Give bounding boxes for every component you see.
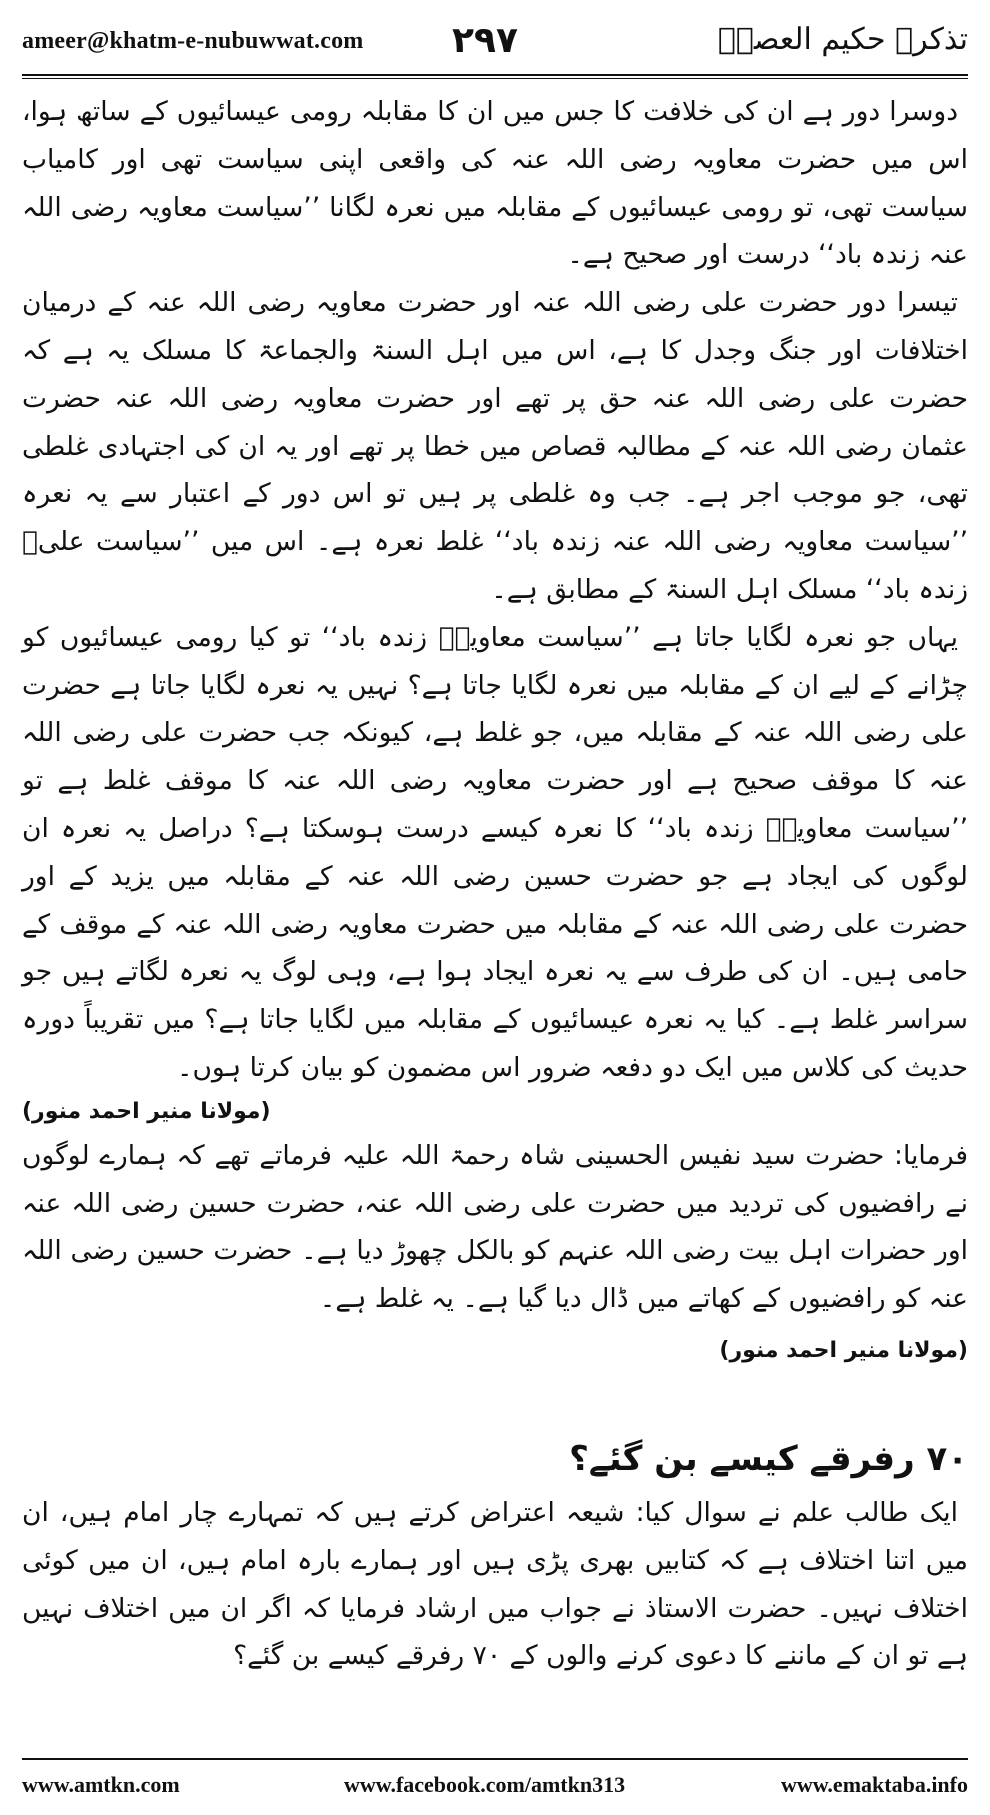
footer-link-emaktaba[interactable]: www.emaktaba.info bbox=[780, 1772, 968, 1797]
book-title: تذکرہ حکیم العصرؒ bbox=[717, 22, 968, 57]
paragraph-2: تیسرا دور حضرت علی رضی اللہ عنہ اور حضرت معاویہ رضی اللہ عنہ کے درمیان اختلافات اور جنگ وجدل کا ہے، اس میں اہل السنۃ والجماعۃ کا مسلک یہ ہے کہ حضرت علی رضی اللہ عنہ حق پر تھے اور حضرت معاویہ رضی اللہ عنہ حضرت عثمان رضی اللہ عنہ کے مطالبہ قصاص میں خطا پر تھے اور یہ ان کی اجتہادی غلطی تھی، جو موجب اجر ہے۔ جب وہ غلطی پر ہیں تو اس دور کے اعتبار سے یہ نعرہ ’’سیاست معاویہ رضی اللہ عنہ زندہ باد‘‘ غلط نعرہ ہے۔ اس میں ’’سیاست علیؓ زندہ باد‘‘ مسلک اہل السنۃ کے مطابق ہے۔ bbox=[22, 287, 968, 605]
footer-rule bbox=[22, 1758, 968, 1760]
header-email: ameer@khatm-e-nubuwwat.com bbox=[22, 28, 364, 54]
citation-1: (مولانا منیر احمد منور) bbox=[22, 1098, 271, 1124]
header-rule-thin bbox=[22, 78, 968, 79]
citation-2: (مولانا منیر احمد منور) bbox=[719, 1337, 968, 1363]
paragraph-5: ایک طالب علم نے سوال کیا: شیعہ اعتراض کرتے ہیں کہ تمہارے چار امام ہیں، ان میں اتنا اختلاف ہے کہ کتابیں بھری پڑی ہیں اور ہمارے بارہ امام ہیں، ان میں کوئی اختلاف نہیں۔ حضرت الاستاذ نے جواب میں ارشاد فرمایا کہ اگر ان میں اختلاف نہیں ہے تو ان کے ماننے کا دعوی کرنے والوں کے ۷۰ رفرقے کیسے بن گئے؟ bbox=[22, 1496, 968, 1672]
page-number: ۲۹۷ bbox=[452, 20, 518, 61]
page-body bbox=[22, 88, 968, 1745]
footer-link-facebook[interactable]: www.facebook.com/amtkn313 bbox=[344, 1772, 626, 1797]
header-rule bbox=[22, 74, 968, 76]
footer-link-amtkn[interactable]: www.amtkn.com bbox=[22, 1772, 180, 1797]
paragraph-3: یہاں جو نعرہ لگایا جاتا ہے ’’سیاست معاویہؓ زندہ باد‘‘ تو کیا رومی عیسائیوں کو چڑانے کے لیے ان کے مقابلہ میں نعرہ لگایا جاتا ہے؟ نہیں یہ نعرہ لگایا جاتا ہے حضرت علی رضی اللہ عنہ کے مقابلہ میں، جو غلط ہے، کیونکہ جب حضرت علی رضی اللہ عنہ کا موقف صحیح ہے اور حضرت معاویہ رضی اللہ عنہ کا موقف غلط ہے تو ’’سیاست معاویہؓ زندہ باد‘‘ کا نعرہ کیسے درست ہوسکتا ہے؟ دراصل یہ نعرہ ان لوگوں کی ایجاد ہے جو حضرت حسین رضی اللہ عنہ کے مقابلہ میں یزید کے اور حضرت علی رضی اللہ عنہ کے مقابلہ میں حضرت معاویہ رضی اللہ عنہ کے موقف کے حامی ہیں۔ ان کی طرف سے یہ نعرہ ایجاد ہوا ہے، وہی لوگ یہ نعرہ لگاتے ہیں جو سراسر غلط ہے۔ کیا یہ نعرہ عیسائیوں کے مقابلہ میں لگایا جاتا ہے؟ میں تقریباً دورہ حدیث کی کلاس میں ایک دو دفعہ ضرور اس مضمون کو بیان کرتا ہوں۔ bbox=[22, 621, 968, 1083]
page-footer bbox=[22, 1768, 968, 1804]
paragraph-4: فرمایا: حضرت سید نفیس الحسینی شاہ رحمۃ اللہ علیہ فرماتے تھے کہ ہمارے لوگوں نے رافضیوں کی تردید میں حضرت علی رضی اللہ عنہ، حضرت حسین رضی اللہ عنہ اور حضرات اہل بیت رضی اللہ عنہم کو بالکل چھوڑ دیا ہے۔ حضرت حسین رضی اللہ عنہ کو رافضیوں کے کھاتے میں ڈال دیا گیا ہے۔ یہ غلط ہے۔ bbox=[22, 1139, 968, 1315]
section-heading: ۷۰ رفرقے کیسے بن گئے؟ bbox=[569, 1438, 968, 1479]
paragraph-1: دوسرا دور ہے ان کی خلافت کا جس میں ان کا مقابلہ رومی عیسائیوں کے ساتھ ہوا، اس میں حضرت معاویہ رضی اللہ عنہ کی واقعی اپنی سیاست تھی اور کامیاب سیاست تھی، تو رومی عیسائیوں کے مقابلہ میں نعرہ لگانا ’’سیاست معاویہ رضی اللہ عنہ زندہ باد‘‘ درست اور صحیح ہے۔ bbox=[22, 96, 968, 271]
page-header bbox=[22, 18, 968, 74]
